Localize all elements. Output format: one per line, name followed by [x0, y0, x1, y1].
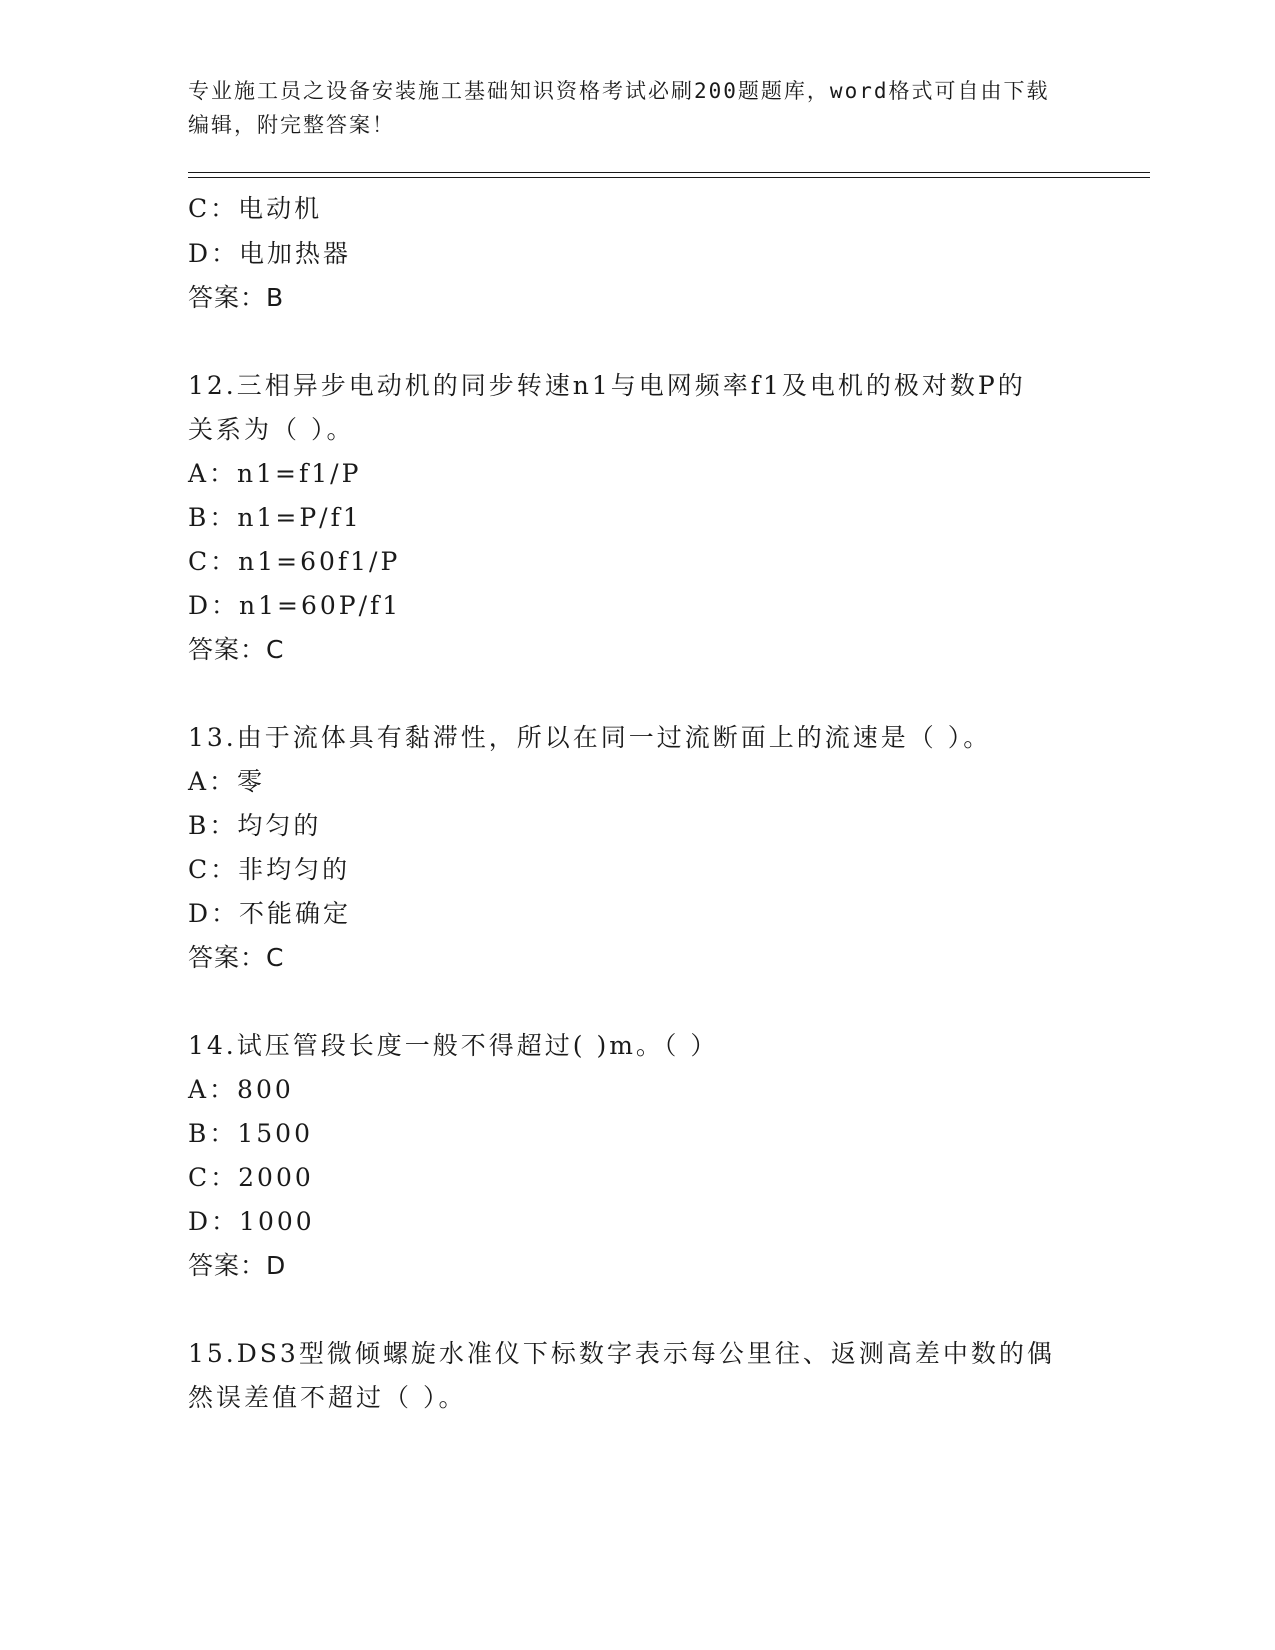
option-b: B：1500	[188, 1119, 313, 1148]
question-12-text: 12.三相异步电动机的同步转速n1与电网频率f1及电机的极对数P的	[188, 371, 1026, 400]
question-15-text: 15.DS3型微倾螺旋水准仪下标数字表示每公里往、返测高差中数的偶	[188, 1339, 1055, 1368]
header-rule-bottom	[188, 177, 1150, 178]
option-d: D：n1=60P/f1	[188, 591, 402, 620]
option-c: C：非均匀的	[188, 855, 351, 884]
question-14-text: 14.试压管段长度一般不得超过( )m。（ ）	[188, 1031, 719, 1060]
answer: 答案：B	[188, 283, 285, 312]
option-d: D：电加热器	[188, 239, 352, 268]
option-d: D：不能确定	[188, 899, 352, 928]
option-a: A：800	[188, 1075, 294, 1104]
header-rule-top	[188, 172, 1150, 173]
question-13-text: 13.由于流体具有黏滞性，所以在同一过流断面上的流速是（ ）。	[188, 723, 992, 752]
option-c: C：电动机	[188, 194, 323, 223]
question-12-text-cont: 关系为（ ）。	[188, 415, 355, 444]
option-a: A：零	[188, 767, 266, 796]
option-c: C：2000	[188, 1163, 314, 1192]
option-c: C：n1=60f1/P	[188, 547, 401, 576]
question-15-text-cont: 然误差值不超过（ ）。	[188, 1383, 467, 1412]
option-b: B：n1=P/f1	[188, 503, 362, 532]
answer: 答案：C	[188, 943, 285, 972]
answer: 答案：C	[188, 635, 285, 664]
option-d: D：1000	[188, 1207, 315, 1236]
option-a: A：n1=f1/P	[188, 459, 362, 488]
option-b: B：均匀的	[188, 811, 322, 840]
document-header: 专业施工员之设备安装施工基础知识资格考试必刷200题题库，word格式可自由下载编辑，附完整答案！	[188, 79, 1050, 137]
answer: 答案：D	[188, 1251, 287, 1280]
